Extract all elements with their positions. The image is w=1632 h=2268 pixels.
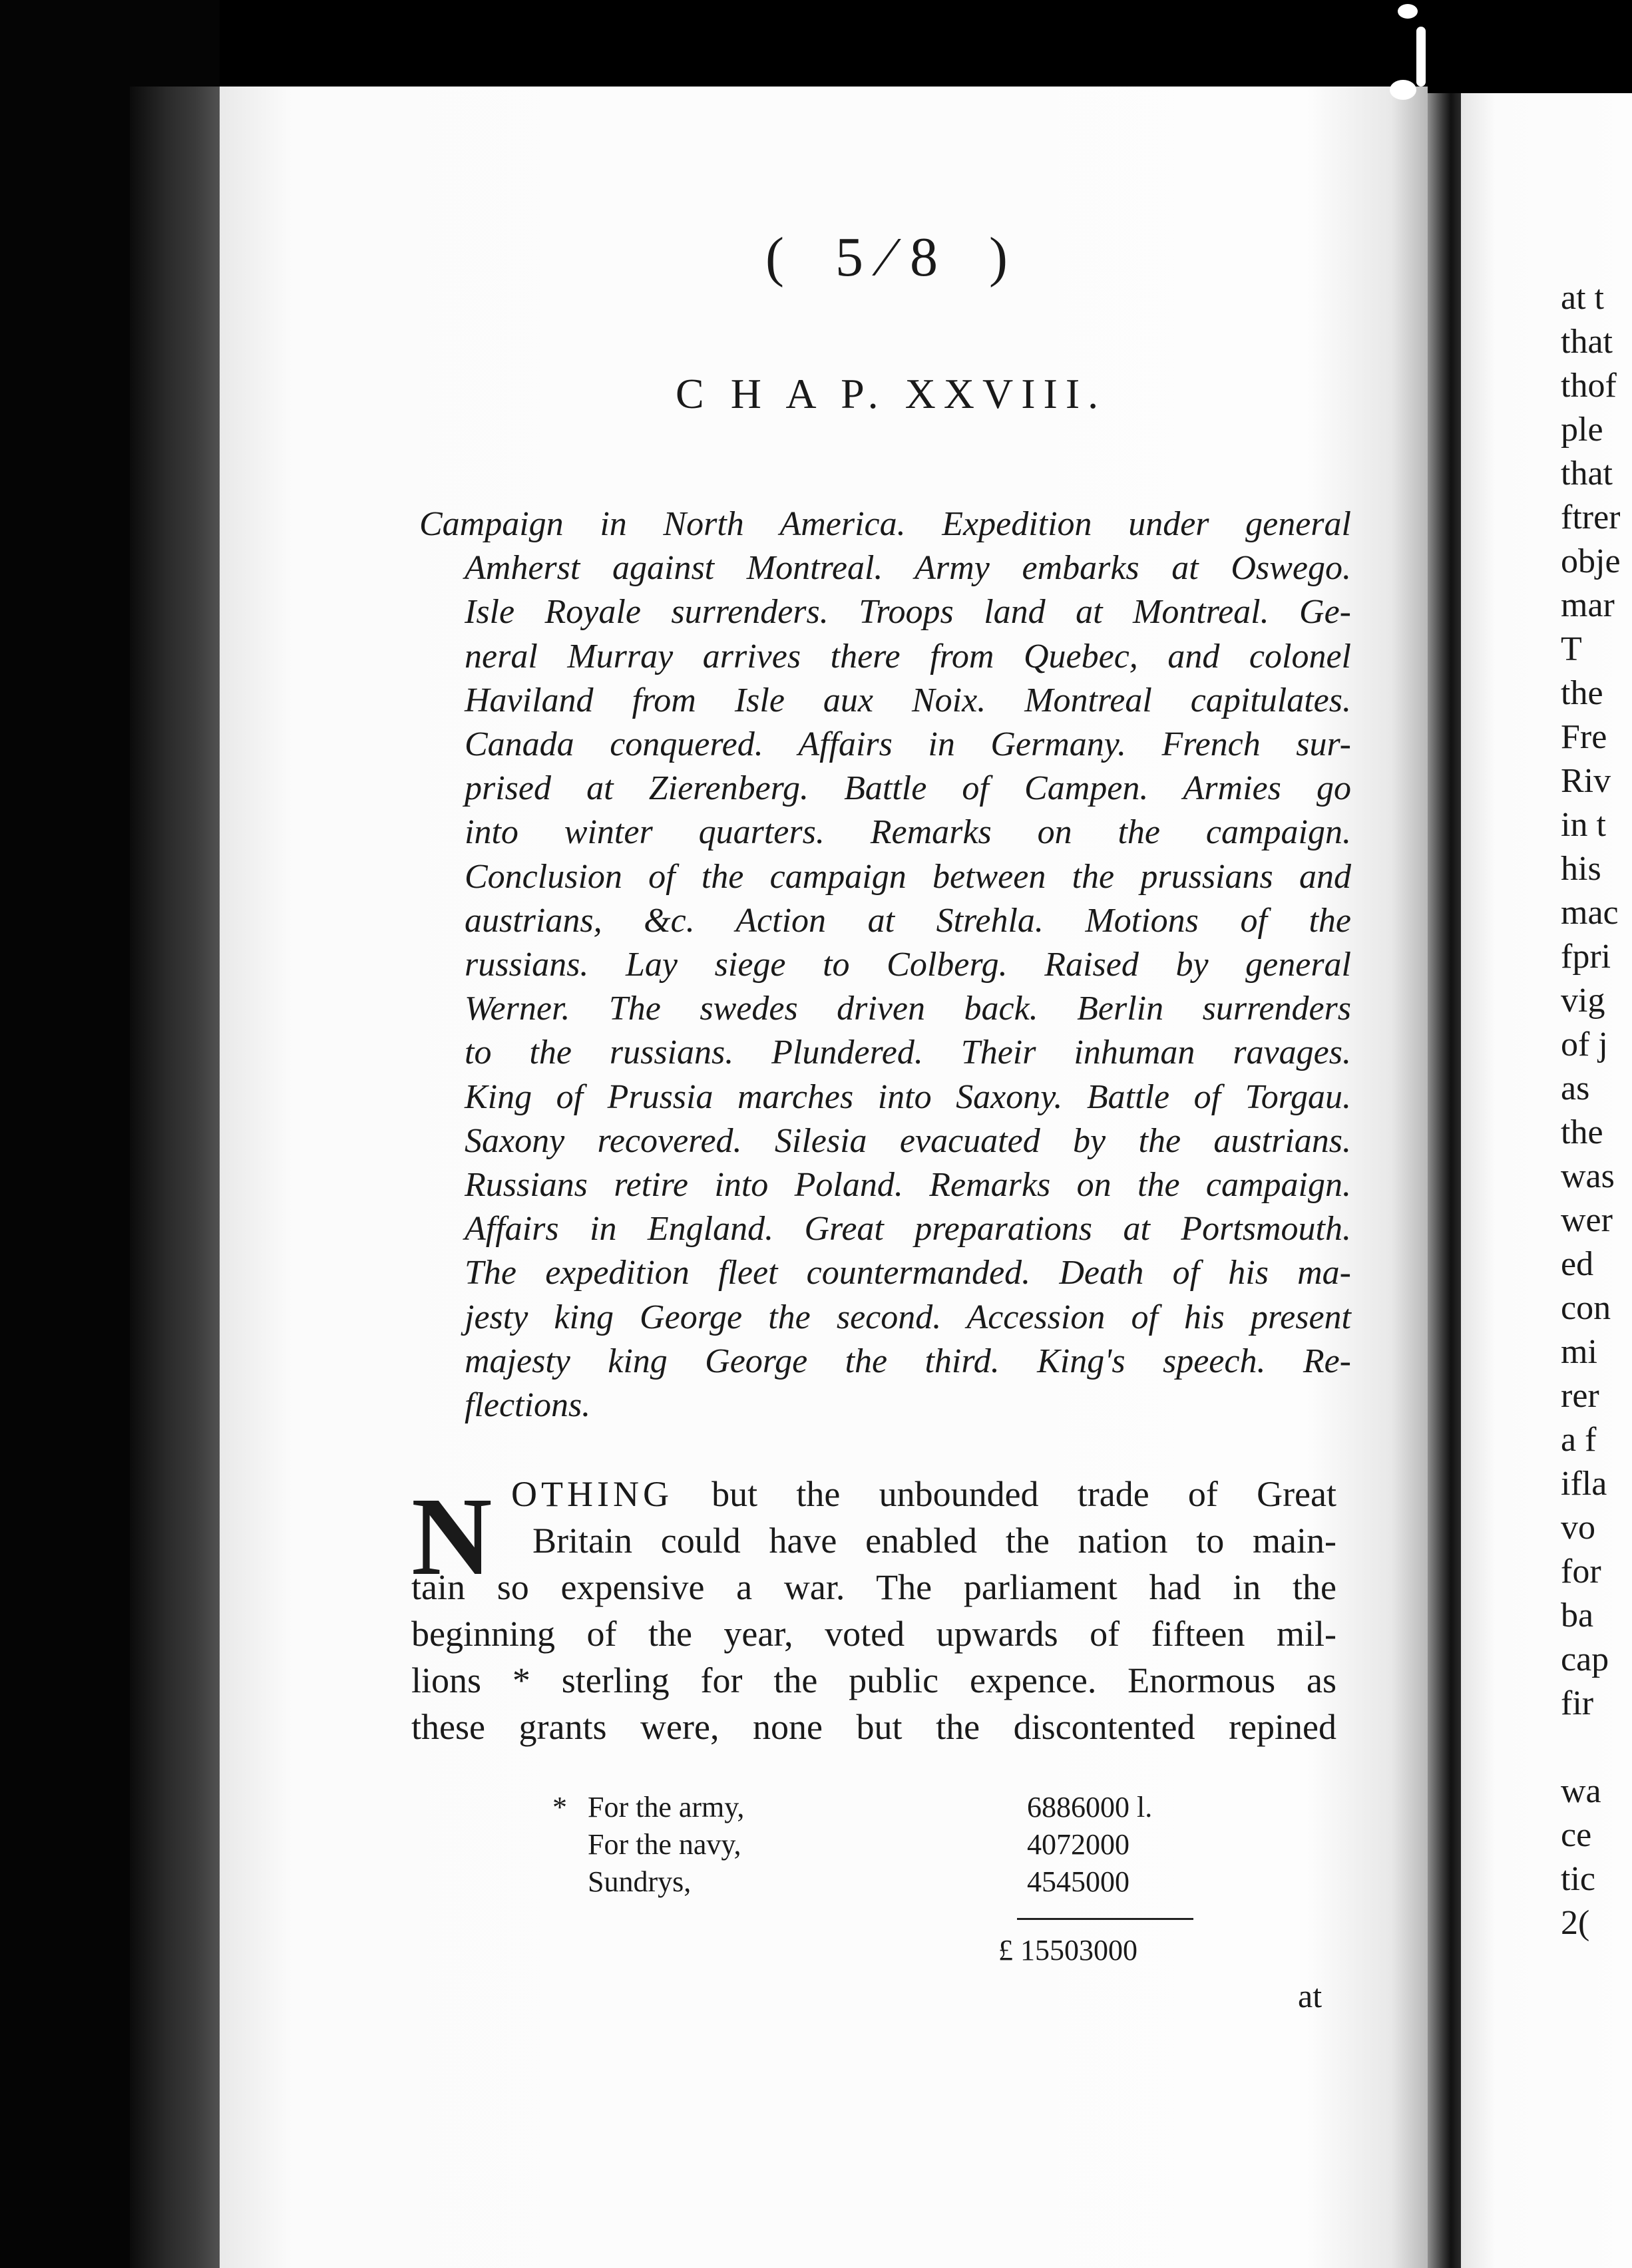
- footnote-amount: 4072000: [1027, 1828, 1129, 1861]
- facing-page-fragment: 2(: [1561, 1904, 1590, 1942]
- summary-line: Canada conquered. Affairs in Germany. French sur-: [465, 725, 1351, 764]
- summary-line: russians. Lay siege to Colberg. Raised by general: [465, 946, 1351, 984]
- facing-page-fragment: for: [1561, 1553, 1601, 1591]
- body-line-first: [511, 1471, 1336, 1517]
- chapter-summary: [419, 502, 1351, 1427]
- summary-line: Werner. The swedes driven back. Berlin surrenders: [465, 990, 1351, 1028]
- footnote-row: [551, 1827, 1152, 1865]
- footnote-total: £ 15503000: [998, 1934, 1137, 1967]
- facing-page-fragment: the: [1561, 1113, 1603, 1151]
- page-gutter: [1428, 93, 1461, 2268]
- footnote-amount: 6886000 l.: [1027, 1791, 1153, 1823]
- body-line: tain so expensive a war. The parliament had in the: [411, 1567, 1336, 1607]
- facing-page-fragment: ce: [1561, 1816, 1592, 1854]
- facing-page-fragment: fir: [1561, 1684, 1594, 1722]
- facing-page-fragment: ed: [1561, 1245, 1594, 1283]
- footnote-sum-rule: [1017, 1918, 1193, 1920]
- facing-page-fragment: ple: [1561, 411, 1603, 449]
- footnote-label: For the navy,: [588, 1828, 741, 1861]
- facing-page-fragment: rer: [1561, 1377, 1599, 1415]
- footnote-label: For the army,: [588, 1791, 745, 1823]
- first-word-caps: OTHING: [511, 1474, 673, 1514]
- scan-speck: [1416, 27, 1426, 87]
- footnote-label: Sundrys,: [588, 1865, 692, 1898]
- facing-page-fragment: wa: [1561, 1772, 1601, 1810]
- facing-page-fragment: the: [1561, 674, 1603, 712]
- footnote-row: [551, 1790, 1152, 1827]
- body-line: these grants were, none but the discontented repined: [411, 1707, 1336, 1747]
- facing-page-fragment: thof: [1561, 367, 1617, 405]
- facing-page-fragment: vig: [1561, 982, 1605, 1020]
- facing-page-fragment: mac: [1561, 894, 1619, 932]
- footnote-row: [551, 1865, 1152, 1902]
- facing-page-fragment: ba: [1561, 1597, 1594, 1634]
- facing-page-fragment: obje: [1561, 542, 1621, 580]
- facing-page-fragment: mar: [1561, 586, 1615, 624]
- summary-line: Campaign in North America. Expedition under general: [419, 505, 1351, 543]
- facing-page-fragment: cap: [1561, 1640, 1609, 1678]
- facing-page-fragment: Riv: [1561, 762, 1611, 800]
- body-line: lions * sterling for the public expence. Enormous as: [411, 1660, 1336, 1700]
- summary-line: prised at Zierenberg. Battle of Campen. Armies go: [465, 769, 1351, 808]
- summary-line: flections.: [465, 1386, 591, 1425]
- facing-page-fragment: tic: [1561, 1860, 1595, 1898]
- facing-page-fragment: wer: [1561, 1201, 1613, 1239]
- facing-page-fragment: fpri: [1561, 938, 1611, 976]
- facing-page-fragment: Fre: [1561, 718, 1607, 756]
- facing-page-fragment: at t: [1561, 279, 1604, 317]
- facing-page-fragment: that: [1561, 455, 1613, 492]
- facing-page-fragment: of j: [1561, 1026, 1608, 1063]
- scan-speck: [1390, 80, 1416, 100]
- drop-cap: N: [411, 1475, 493, 1599]
- facing-page-fragment: that: [1561, 323, 1613, 361]
- summary-line: Affairs in England. Great preparations at Portsmouth.: [465, 1210, 1351, 1248]
- first-line-text: but the unbounded trade of Great: [672, 1474, 1336, 1514]
- page-number: ( 5⁄8 ): [765, 226, 1026, 288]
- body-line: Britain could have enabled the nation to main-: [532, 1521, 1336, 1561]
- summary-line: The expedition fleet countermanded. Death of his ma-: [465, 1254, 1351, 1292]
- chapter-title: C H A P. XXVIII.: [676, 370, 1107, 417]
- summary-line: Haviland from Isle aux Noix. Montreal capitulates.: [465, 681, 1351, 719]
- footnote-marker: *: [552, 1791, 567, 1823]
- summary-line: neral Murray arrives there from Quebec, and colonel: [465, 637, 1351, 675]
- summary-line: jesty king George the second. Accession of his present: [465, 1298, 1351, 1336]
- scan-speck: [1398, 4, 1418, 19]
- book-binding-edge: [130, 87, 223, 2268]
- facing-page-fragment: as: [1561, 1069, 1590, 1107]
- facing-page-fragment: a f: [1561, 1421, 1597, 1459]
- footnote-amount: 4545000: [1027, 1865, 1129, 1898]
- summary-line: Conclusion of the campaign between the prussians and: [465, 857, 1351, 896]
- footnote-table: [551, 1790, 1152, 1902]
- facing-page-fragment: T: [1561, 630, 1582, 668]
- facing-page-fragment: [1561, 1726, 1621, 1770]
- facing-page-fragment: mi: [1561, 1333, 1597, 1371]
- summary-line: Russians retire into Poland. Remarks on the campaign.: [465, 1166, 1351, 1205]
- summary-line: austrians, &c. Action at Strehla. Motions of the: [465, 901, 1351, 940]
- facing-page-fragment: con: [1561, 1289, 1611, 1327]
- catchword: at: [1298, 1977, 1323, 2014]
- summary-line: Saxony recovered. Silesia evacuated by the austrians.: [465, 1121, 1351, 1160]
- summary-line: to the russians. Plundered. Their inhuman ravages.: [465, 1034, 1351, 1072]
- facing-page-fragment: his: [1561, 850, 1601, 888]
- body-line: beginning of the year, voted upwards of fifteen mil-: [411, 1614, 1336, 1654]
- facing-page-fragment: in t: [1561, 806, 1606, 844]
- summary-line: Isle Royale surrenders. Troops land at Montreal. Ge-: [465, 593, 1351, 632]
- facing-page-fragment: ifla: [1561, 1465, 1607, 1503]
- facing-page-fragment: vo: [1561, 1509, 1595, 1547]
- summary-line: majesty king George the third. King's speech. Re-: [465, 1342, 1351, 1380]
- summary-line: Amherst against Montreal. Army embarks at Oswego.: [465, 549, 1351, 588]
- summary-line: King of Prussia marches into Saxony. Battle of Torgau.: [465, 1077, 1351, 1116]
- right-page-fragment: [1461, 93, 1632, 2268]
- facing-page-text: [1561, 276, 1621, 1945]
- summary-line: into winter quarters. Remarks on the campaign.: [465, 813, 1351, 852]
- facing-page-fragment: ftrer: [1561, 498, 1621, 536]
- facing-page-fragment: was: [1561, 1157, 1615, 1195]
- body-paragraph: [411, 1471, 1336, 1750]
